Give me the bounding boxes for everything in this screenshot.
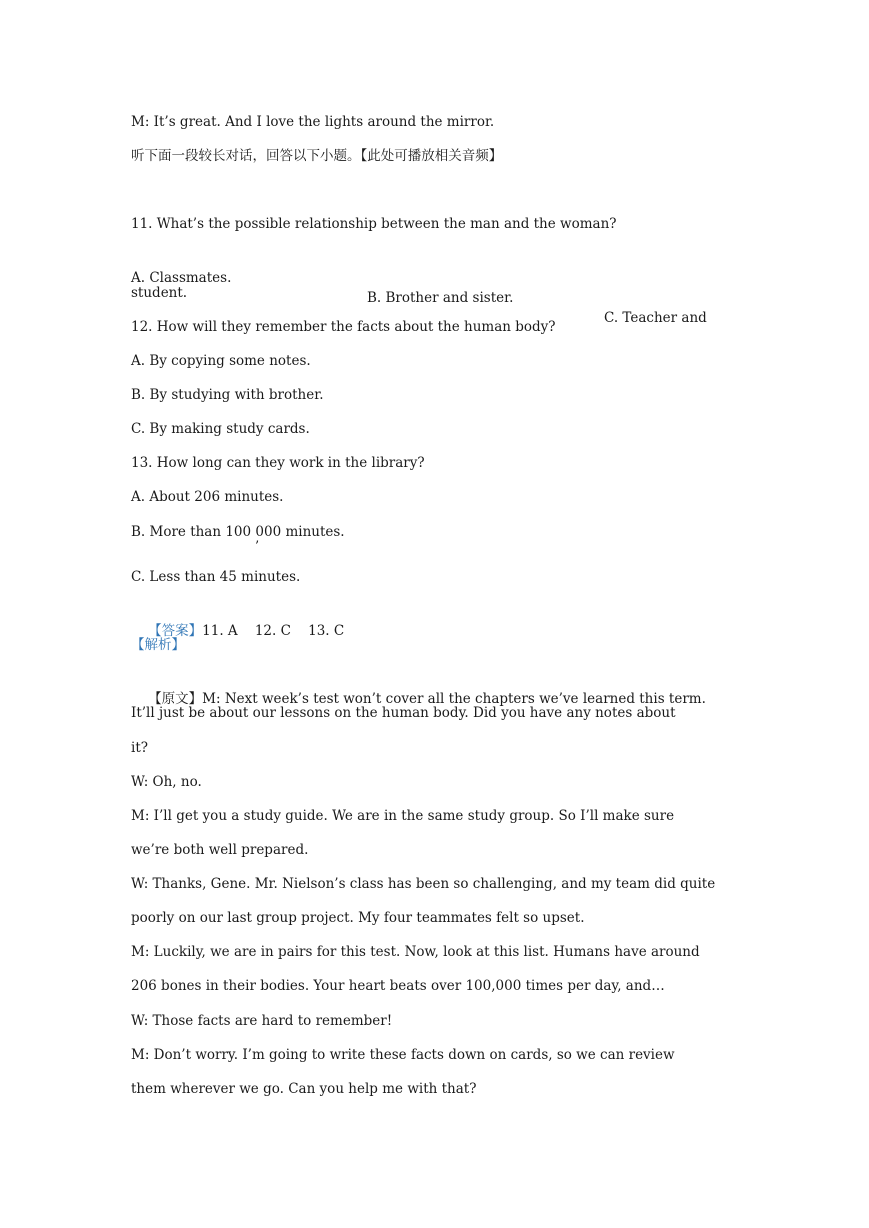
option-b: B. By studying with brother. xyxy=(131,387,324,403)
transcript-line: W: Thanks, Gene. Mr. Nielson’s class has been so challenging, and my team did quite xyxy=(131,876,716,892)
option-a: A. By copying some notes. xyxy=(131,353,311,369)
transcript-line: 206 bones in their bodies. Your heart beats over 100,000 times per day, and… xyxy=(131,978,665,994)
transcript-line: M: Luckily, we are in pairs for this test. Now, look at this list. Humans have around xyxy=(131,944,700,960)
answer-values: 11. A 12. C 13. C xyxy=(202,623,345,639)
transcript-line: it? xyxy=(131,740,148,756)
transcript-line: M: I’ll get you a study guide. We are in the same study group. So I’ll make sure xyxy=(131,808,675,824)
transcript-line: W: Oh, no. xyxy=(131,774,202,790)
answer-label: 【答案】 xyxy=(148,623,203,639)
transcript-line: poorly on our last group project. My four teammates felt so upset. xyxy=(131,910,585,926)
option-b: B. More than 100 000 minutes. xyxy=(131,524,345,540)
transcript-line: we’re both well prepared. xyxy=(131,842,309,858)
option-a: A. About 206 minutes. xyxy=(131,489,284,505)
listening-instruction: 听下面一段较长对话，回答以下小题。【此处可播放相关音频】 xyxy=(131,148,503,164)
option-c: C. Teacher and xyxy=(604,310,707,326)
transcript-text: M: Next week’s test won’t cover all the chapters we’ve learned this term. xyxy=(202,691,706,707)
analysis-label: 【解析】 xyxy=(131,637,185,653)
question-12: 12. How will they remember the facts about the human body? xyxy=(131,319,556,335)
option-c-continued: student. xyxy=(131,285,188,301)
option-b: B. Brother and sister. xyxy=(367,290,514,306)
question-11: 11. What’s the possible relationship between the man and the woman? xyxy=(131,216,617,232)
previous-dialogue-line: M: It’s great. And I love the lights around the mirror. xyxy=(131,114,495,130)
transcript-label: 【原文】 xyxy=(148,691,203,707)
option-c: C. Less than 45 minutes. xyxy=(131,569,301,585)
transcript-line: M: Don’t worry. I’m going to write these facts down on cards, so we can review xyxy=(131,1047,675,1063)
transcript-line: W: Those facts are hard to remember! xyxy=(131,1013,393,1029)
question-13: 13. How long can they work in the library? xyxy=(131,455,425,471)
option-b-stray-mark: ’ xyxy=(255,539,260,554)
option-c: C. By making study cards. xyxy=(131,421,310,437)
transcript-line: It’ll just be about our lessons on the human body. Did you have any notes about xyxy=(131,705,676,721)
option-a: A. Classmates. xyxy=(131,270,232,286)
transcript-line: them wherever we go. Can you help me with that? xyxy=(131,1081,477,1097)
